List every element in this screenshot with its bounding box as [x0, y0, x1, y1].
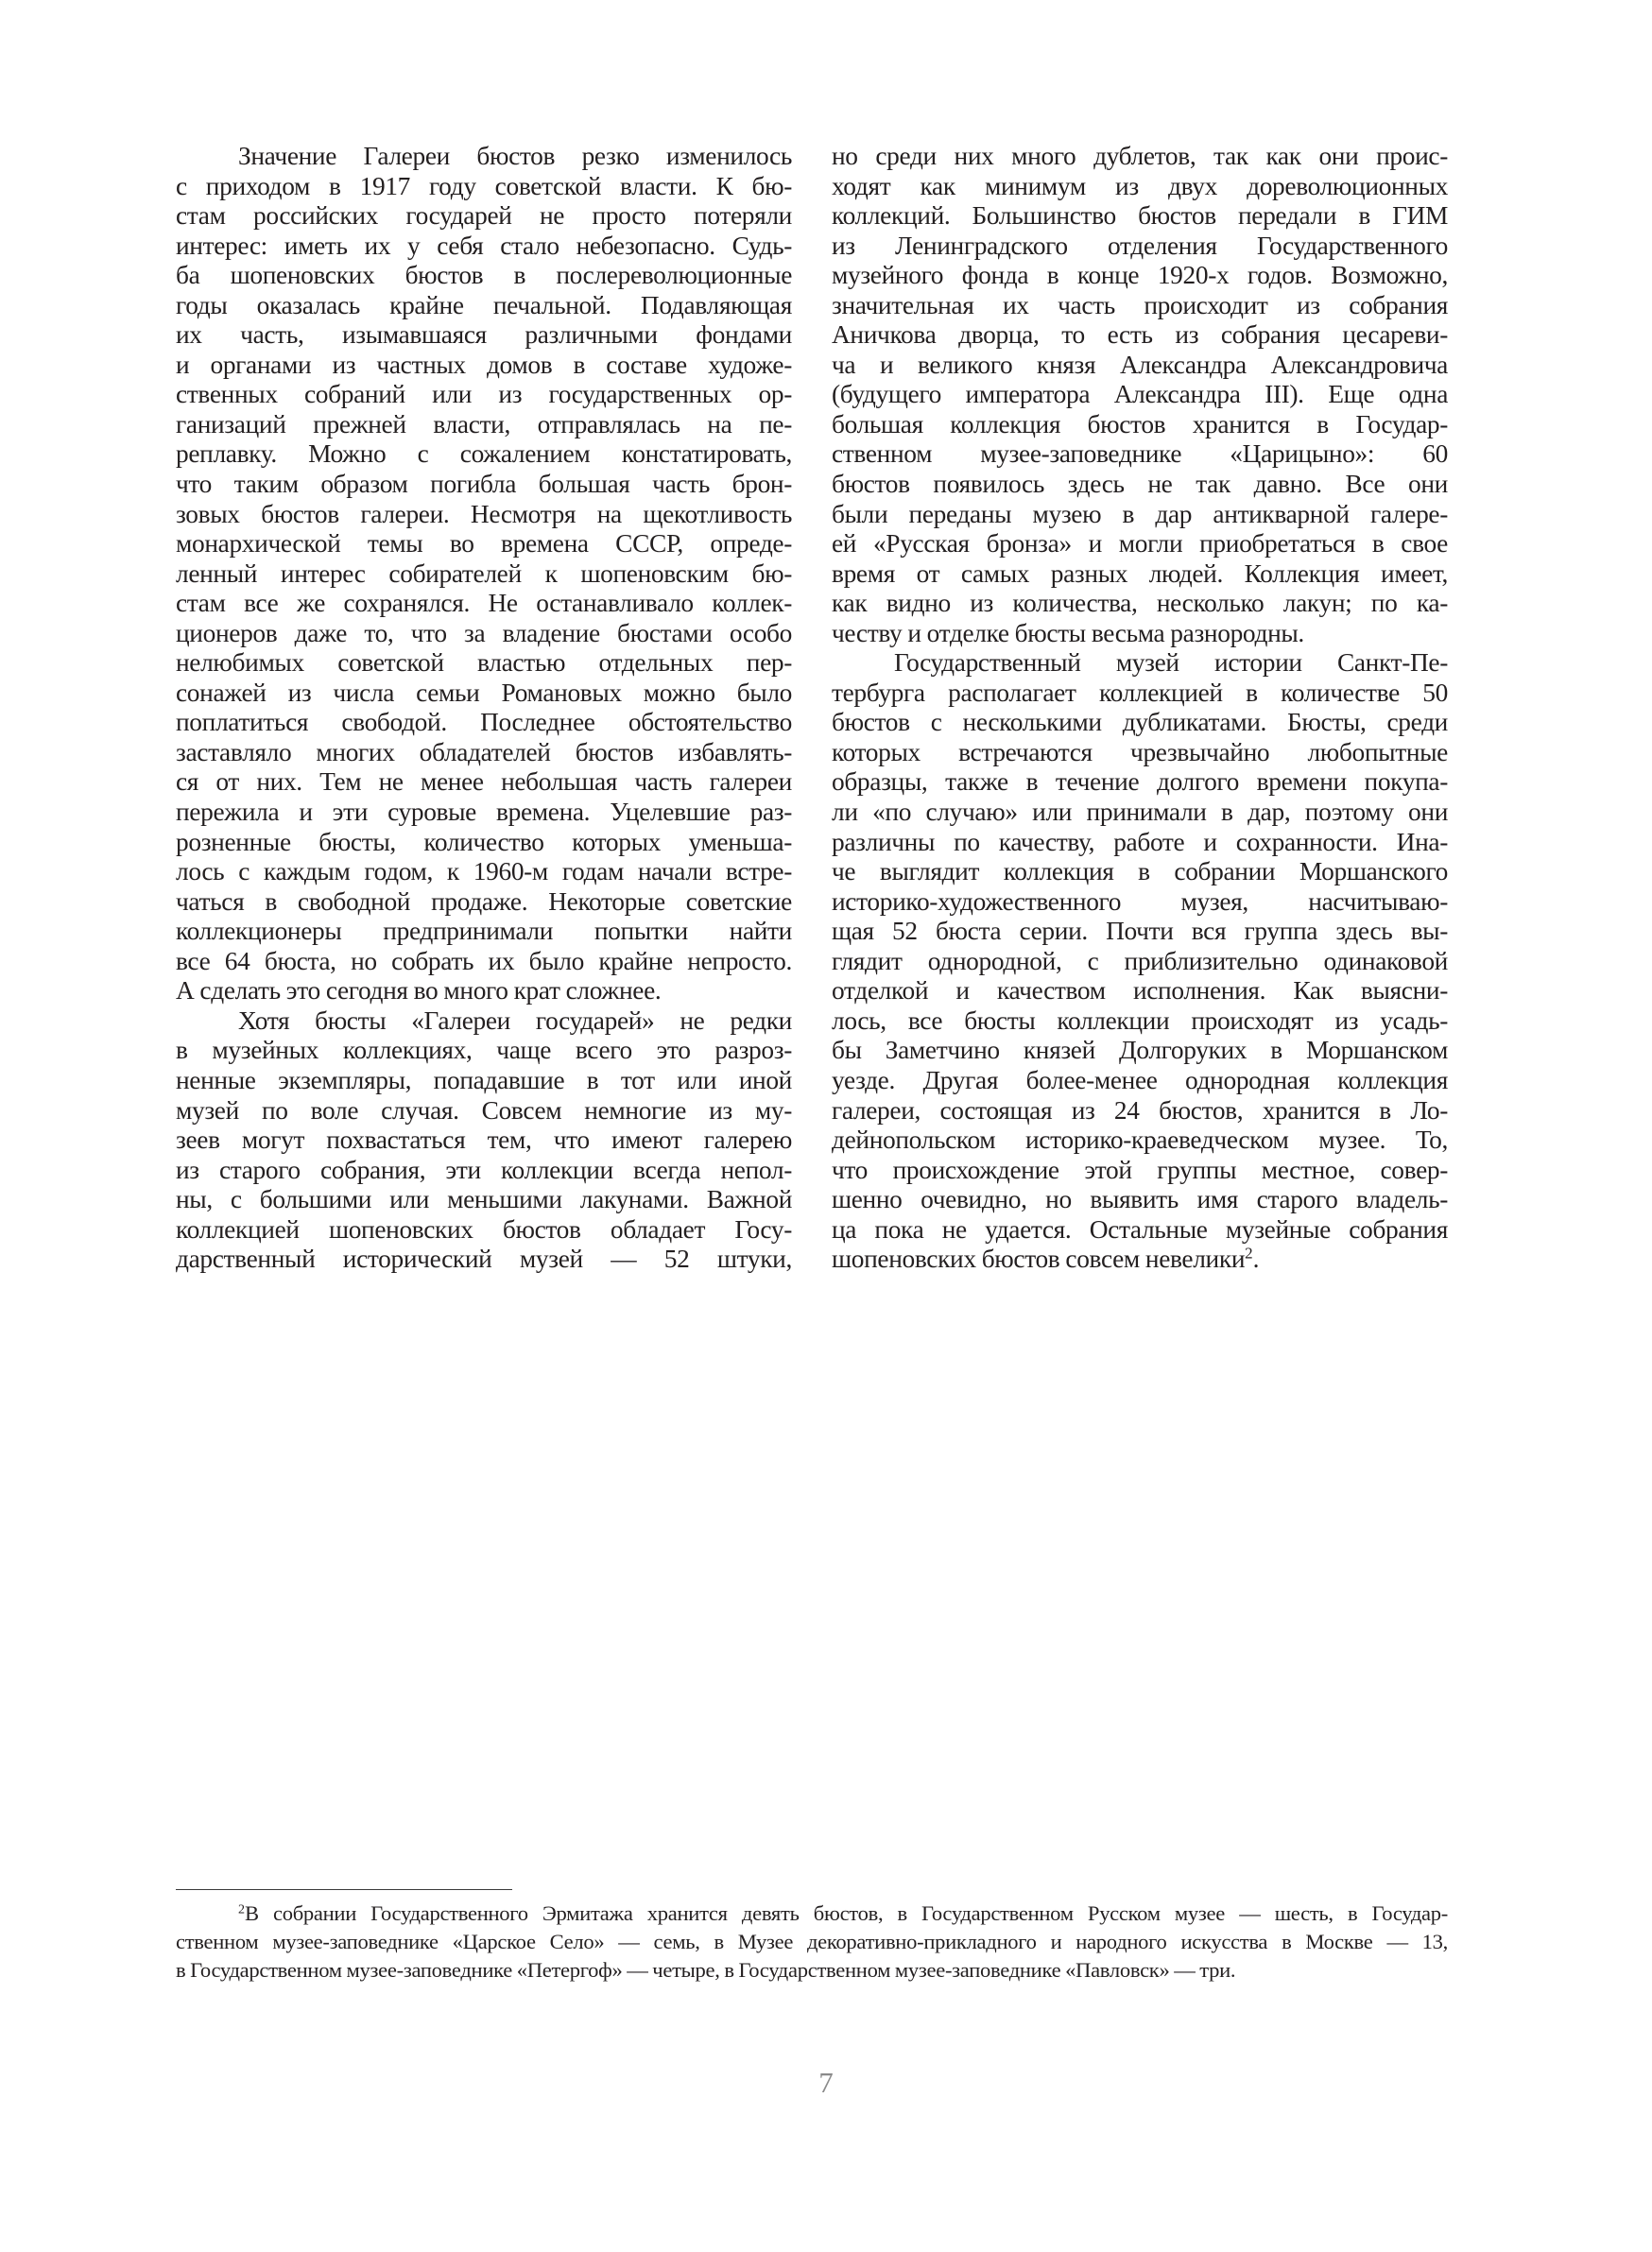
text-line: как видно из количества, несколько лакун; по ка-	[832, 589, 1448, 618]
text-line: ны, с большими или меньшими лакунами. Важной	[176, 1185, 792, 1214]
footnote-line: в Государственном музее-заповеднике «Петергоф» — четыре, в Государственном музее-заповеднике «Павловск» — три.	[176, 1958, 1236, 1982]
text-line: ственных собраний или из государственных ор-	[176, 380, 792, 409]
text-line: ба шопеновских бюстов в послереволюционные	[176, 261, 792, 290]
text-line: были переданы музею в дар антикварной галере-	[832, 499, 1448, 528]
text-line: годы оказалась крайне печальной. Подавляющая	[176, 290, 792, 319]
text-line: коллекций. Большинство бюстов передали в ГИМ	[832, 201, 1448, 231]
text-line: ся от них. Тем не менее небольшая часть галереи	[176, 767, 792, 797]
text-line: Аничкова дворца, то есть из собрания цесареви-	[832, 320, 1448, 350]
text-line: ча и великого князя Александра Александровича	[832, 350, 1448, 379]
text-line: тербурга располагает коллекцией в количестве 50	[832, 678, 1448, 707]
text-line: дарственный исторический музей — 52 штуки,	[176, 1245, 792, 1274]
text-line: историко-художественного музея, насчитываю-	[832, 886, 1448, 916]
text-line: галереи, состоящая из 24 бюстов, хранится в Ло-	[832, 1095, 1448, 1125]
footnote-line	[176, 1900, 1448, 1928]
text-line: и органами из частных домов в составе художе-	[176, 350, 792, 379]
text-line: ненные экземпляры, попадавшие в тот или иной	[176, 1065, 792, 1094]
text-line: зовых бюстов галереи. Несмотря на щекотливость	[176, 499, 792, 528]
footnote-marker: 2	[238, 1902, 245, 1917]
text-line: монархической темы во времена СССР, опреде-	[176, 529, 792, 559]
text-line: поплатиться свободой. Последнее обстоятельство	[176, 708, 792, 737]
text-line: че выглядит коллекция в собрании Моршанского	[832, 857, 1448, 886]
text-line: в музейных коллекциях, чаще всего это разроз-	[176, 1036, 792, 1065]
text-line: лось с каждым годом, к 1960-м годам начали встре-	[176, 857, 792, 886]
text-line: но среди них много дублетов, так как они проис-	[832, 142, 1448, 170]
text-line: коллекционеры предпринимали попытки найти	[176, 917, 792, 946]
text-line: сонажей из числа семьи Романовых можно было	[176, 678, 792, 707]
text-line: коллекцией шопеновских бюстов обладает Госу-	[176, 1214, 792, 1244]
text-line: музей по воле случая. Совсем немногие из му-	[176, 1095, 792, 1125]
text-line-content: шопеновских бюстов совсем невелики	[832, 1245, 1246, 1274]
footnote-reference[interactable]: 2	[1245, 1244, 1253, 1263]
text-line: музейного фонда в конце 1920-х годов. Возможно,	[832, 261, 1448, 290]
text-line-punct: .	[1252, 1245, 1260, 1274]
footnote-separator	[176, 1889, 512, 1890]
text-line: ционеров даже то, что за владение бюстами особо	[176, 618, 792, 647]
text-line: пережила и эти суровые времена. Уцелевшие раз-	[176, 798, 792, 827]
text-line	[832, 1245, 1448, 1275]
text-line: ганизаций прежней власти, отправлялась на пе-	[176, 409, 792, 438]
text-line: отделкой и качеством исполнения. Как выясни-	[832, 976, 1448, 1006]
text-line: дейнопольском историко-краеведческом музее. То,	[832, 1126, 1448, 1155]
footnote-line: ственном музее-заповеднике «Царское Село» — семь, в Музее декоративно-прикладного и народного искусства в Москве — 13,	[176, 1930, 1448, 1953]
text-line: большая коллекция бюстов хранится в Государ-	[832, 409, 1448, 438]
footnote	[176, 1900, 1448, 1985]
text-line: бы Заметчино князей Долгоруких в Моршанском	[832, 1036, 1448, 1065]
text-line: реплавку. Можно с сожалением констатировать,	[176, 439, 792, 469]
text-line: время от самых разных людей. Коллекция имеет,	[832, 559, 1448, 588]
text-line: уезде. Другая более-менее однородная коллекция	[832, 1065, 1448, 1094]
text-line: различны по качеству, работе и сохранности. Ина-	[832, 827, 1448, 856]
right-text-column	[832, 142, 1448, 1275]
text-line: стам российских государей не просто потеряли	[176, 201, 792, 231]
text-line: из Ленинградского отделения Государственного	[832, 231, 1448, 260]
text-line: ца пока не удается. Остальные музейные собрания	[832, 1214, 1448, 1244]
footnote-line-text: В собрании Государственного Эрмитажа хранится девять бюстов, в Государственном Русском музее — шесть, в Государ-	[245, 1901, 1448, 1925]
page-number: 7	[818, 2066, 834, 2099]
text-line: ей «Русская бронза» и могли приобретаться в свое	[832, 529, 1448, 559]
text-line: честву и отделке бюсты весьма разнородны.	[832, 618, 1304, 647]
text-line: образцы, также в течение долгого времени покупа-	[832, 767, 1448, 797]
text-line: из старого собрания, эти коллекции всегда непол-	[176, 1155, 792, 1184]
text-line: ходят как минимум из двух дореволюционных	[832, 171, 1448, 200]
text-line: А сделать это сегодня во много крат сложнее.	[176, 976, 662, 1006]
text-line: ственном музее-заповеднике «Царицыно»: 60	[832, 439, 1448, 469]
text-line: бюстов с несколькими дубликатами. Бюсты, среди	[832, 708, 1448, 737]
text-line: розненные бюсты, количество которых уменьша-	[176, 827, 792, 856]
text-line: с приходом в 1917 году советской власти. К бю-	[176, 171, 792, 200]
text-line: что таким образом погибла большая часть брон-	[176, 470, 792, 499]
text-line: заставляло многих обладателей бюстов избавлять-	[176, 737, 792, 766]
text-line: Хотя бюсты «Галереи государей» не редки	[238, 1006, 792, 1035]
text-line: их часть, изымавшаяся различными фондами	[176, 320, 792, 350]
text-line: глядит однородной, с приблизительно одинаковой	[832, 946, 1448, 975]
text-line: Государственный музей истории Санкт-Пе-	[894, 648, 1448, 678]
text-line: что происхождение этой группы местное, совер-	[832, 1155, 1448, 1184]
text-line: зеев могут похвастаться тем, что имеют галерею	[176, 1126, 792, 1155]
text-line: шенно очевидно, но выявить имя старого владель-	[832, 1185, 1448, 1214]
text-line: ленный интерес собирателей к шопеновским бю-	[176, 559, 792, 588]
left-text-column	[176, 142, 792, 1275]
text-line: лось, все бюсты коллекции происходят из усадь-	[832, 1006, 1448, 1035]
text-line: стам все же сохранялся. Не останавливало коллек-	[176, 589, 792, 618]
text-line: чаться в свободной продаже. Некоторые советские	[176, 886, 792, 916]
text-line: ли «по случаю» или принимали в дар, поэтому они	[832, 798, 1448, 827]
text-line: значительная их часть происходит из собрания	[832, 290, 1448, 319]
text-line: нелюбимых советской властью отдельных пер-	[176, 648, 792, 678]
text-line: щая 52 бюста серии. Почти вся группа здесь вы-	[832, 917, 1448, 946]
text-line: (будущего императора Александра III). Еще одна	[832, 380, 1448, 409]
text-line: Значение Галереи бюстов резко изменилось	[238, 142, 792, 170]
text-line: которых встречаются чрезвычайно любопытные	[832, 737, 1448, 766]
text-line: бюстов появилось здесь не так давно. Все они	[832, 470, 1448, 499]
text-line: все 64 бюста, но собрать их было крайне непросто.	[176, 946, 792, 975]
text-line: интерес: иметь их у себя стало небезопасно. Судь-	[176, 231, 792, 260]
